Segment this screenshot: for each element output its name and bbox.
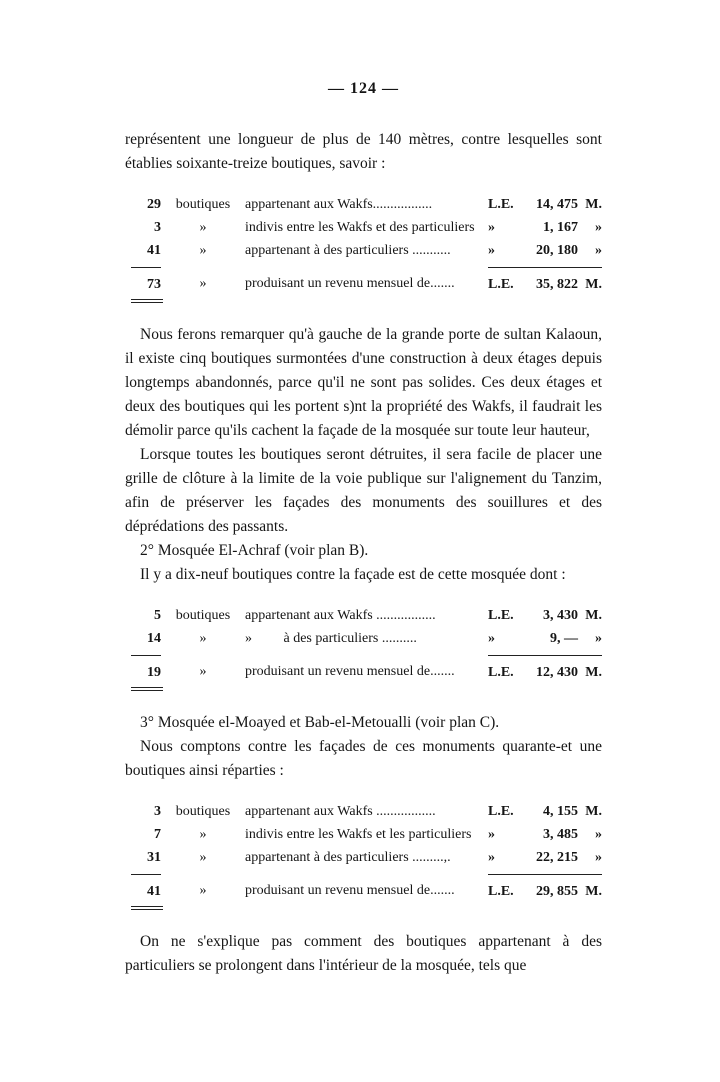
amount-cell: 9, — xyxy=(550,631,578,646)
currency-cell: » xyxy=(488,850,495,865)
boutiques-table-el-moayed xyxy=(131,800,602,910)
quantity-cell: 41 xyxy=(147,243,161,258)
table-row xyxy=(131,800,602,823)
table-row xyxy=(131,823,602,846)
suffix-cell: » xyxy=(595,631,602,646)
table-row xyxy=(131,604,602,627)
quantity-cell: 5 xyxy=(154,608,161,623)
quantity-cell: 14 xyxy=(147,631,161,646)
table-row xyxy=(131,846,602,869)
amount-cell: 14, 475 xyxy=(536,197,578,212)
unit-cell: » xyxy=(199,220,207,235)
boutiques-table-kalaoun xyxy=(131,193,602,303)
paragraph-intro: représentent une longueur de plus de 140 mètres, contre lesquelles sont établies soixante-treize boutiques, savoir : xyxy=(125,131,602,172)
paragraph-remark: Nous ferons remarquer qu'à gauche de la grande porte de sultan Kalaoun, il existe cinq boutiques surmontées d'une construction à deux étages depuis longtemps abandonnés, parce qu'il ne sont pas solides. Ces deux étages et deux des boutiques qui les portent s)nt la propriété des Wakfs, il faudrait les démolir parce qu'ils cachent la façade de la mosquée sur toute leur hauteur, xyxy=(125,326,602,439)
unit-cell: » xyxy=(199,664,207,679)
quantity-cell: 29 xyxy=(147,197,161,212)
currency-cell: » xyxy=(488,827,495,842)
unit-cell: » xyxy=(199,827,207,842)
double-rule xyxy=(131,299,163,303)
unit-cell: boutiques xyxy=(175,608,231,623)
page-number: — 124 — xyxy=(328,80,399,97)
currency-cell: » xyxy=(488,243,495,258)
suffix-cell: M. xyxy=(585,197,602,212)
paragraph-dix-neuf-boutiques: Il y a dix-neuf boutiques contre la façade est de cette mosquée dont : xyxy=(140,566,566,583)
description-cell: appartenant aux Wakfs ................. xyxy=(245,608,436,623)
quantity-cell: 41 xyxy=(131,874,161,903)
table-row xyxy=(131,216,602,239)
amount-cell: 3, 430 xyxy=(543,608,578,623)
description-cell: appartenant aux Wakfs................. xyxy=(245,197,433,212)
heading-mosquee-el-moayed: 3° Mosquée el-Moayed et Bab-el-Metoualli (voir plan C). xyxy=(140,714,500,731)
suffix-cell: M. xyxy=(578,267,602,296)
currency-cell: L.E. xyxy=(488,874,524,903)
table-total-row xyxy=(131,655,602,684)
description-cell: appartenant aux Wakfs ................. xyxy=(245,804,436,819)
description-cell: » à des particuliers .......... xyxy=(245,631,417,646)
suffix-cell: M. xyxy=(585,804,602,819)
table-total-row xyxy=(131,267,602,296)
suffix-cell: M. xyxy=(578,874,602,903)
heading-mosquee-el-achraf: 2° Mosquée El-Achraf (voir plan B). xyxy=(140,542,369,559)
currency-cell: L.E. xyxy=(488,197,514,212)
amount-cell: 3, 485 xyxy=(543,827,578,842)
description-cell: produisant un revenu mensuel de....... xyxy=(245,664,455,679)
boutiques-table-el-achraf xyxy=(131,604,602,691)
suffix-cell: » xyxy=(595,850,602,865)
unit-cell: boutiques xyxy=(175,804,231,819)
table-total-row xyxy=(131,874,602,903)
quantity-cell: 7 xyxy=(154,827,161,842)
suffix-cell: » xyxy=(595,220,602,235)
table-row xyxy=(131,239,602,262)
amount-cell: 4, 155 xyxy=(543,804,578,819)
double-rule xyxy=(131,687,163,691)
description-cell: indivis entre les Wakfs et les particuliers xyxy=(245,827,472,842)
quantity-cell: 3 xyxy=(154,804,161,819)
description-cell: produisant un revenu mensuel de....... xyxy=(245,883,455,898)
currency-cell: » xyxy=(488,631,495,646)
table-row xyxy=(131,627,602,650)
quantity-cell: 31 xyxy=(147,850,161,865)
amount-cell: 20, 180 xyxy=(536,243,578,258)
description-cell: indivis entre les Wakfs et des particuliers xyxy=(245,220,475,235)
table-row xyxy=(131,193,602,216)
amount-cell: 22, 215 xyxy=(536,850,578,865)
suffix-cell: M. xyxy=(578,655,602,684)
currency-cell: L.E. xyxy=(488,608,514,623)
paragraph-nous-comptons: Nous comptons contre les façades de ces monuments quarante-et une boutiques ainsi réparties : xyxy=(125,738,602,779)
double-rule xyxy=(131,906,163,910)
currency-cell: » xyxy=(488,220,495,235)
paragraph-conclusion: On ne s'explique pas comment des boutiques appartenant à des particuliers se prolongent dans l'intérieur de la mosquée, tels que xyxy=(125,933,602,974)
description-cell: appartenant à des particuliers ........... xyxy=(245,243,451,258)
amount-cell: 12, 430 xyxy=(524,655,578,684)
unit-cell: boutiques xyxy=(175,197,231,212)
amount-cell: 35, 822 xyxy=(524,267,578,296)
unit-cell: » xyxy=(199,850,207,865)
description-cell: appartenant à des particuliers .........,. xyxy=(245,850,451,865)
amount-cell: 1, 167 xyxy=(543,220,578,235)
unit-cell: » xyxy=(199,243,207,258)
paragraph-grille: Lorsque toutes les boutiques seront détruites, il sera facile de placer une grille de clôture à la limite de la voie publique sur l'alignement du Tanzim, afin de préserver les façades des monuments des souillures et des déprédations des passants. xyxy=(125,446,602,535)
currency-cell: L.E. xyxy=(488,804,514,819)
currency-cell: L.E. xyxy=(488,267,524,296)
currency-cell: L.E. xyxy=(488,655,524,684)
quantity-cell: 19 xyxy=(131,655,161,684)
unit-cell: » xyxy=(199,883,207,898)
quantity-cell: 3 xyxy=(154,220,161,235)
unit-cell: » xyxy=(199,276,207,291)
suffix-cell: » xyxy=(595,827,602,842)
amount-cell: 29, 855 xyxy=(524,874,578,903)
suffix-cell: M. xyxy=(585,608,602,623)
unit-cell: » xyxy=(199,631,207,646)
quantity-cell: 73 xyxy=(131,267,161,296)
suffix-cell: » xyxy=(595,243,602,258)
description-cell: produisant un revenu mensuel de....... xyxy=(245,276,455,291)
